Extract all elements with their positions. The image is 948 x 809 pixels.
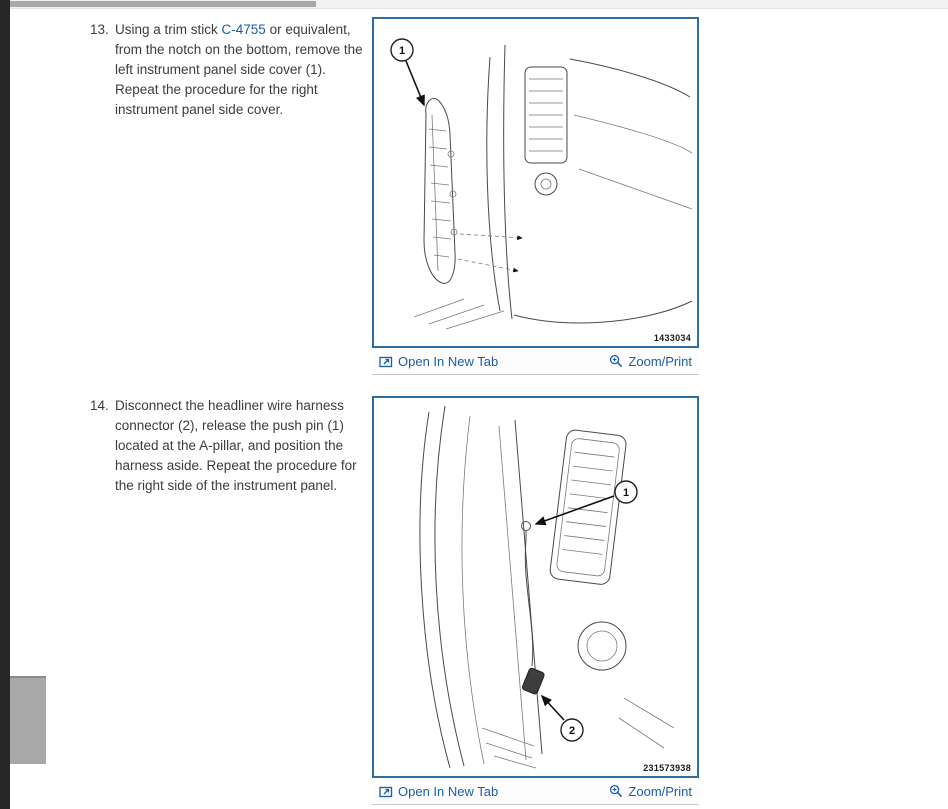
figure-1-zoom-print-label: Zoom/Print	[628, 353, 692, 369]
figure-2-zoom-print-label: Zoom/Print	[628, 783, 692, 799]
vertical-scrollbar-thumb[interactable]	[10, 676, 46, 764]
horizontal-scrollbar-thumb[interactable]	[10, 1, 316, 7]
open-in-new-tab-icon	[379, 785, 393, 798]
left-edge-bar	[0, 0, 10, 809]
figure-2-code: 231573938	[643, 763, 691, 773]
step-13	[90, 20, 372, 120]
step-13-number: 13.	[90, 22, 109, 37]
step-14	[90, 396, 374, 496]
step-14-text: Disconnect the headliner wire harness connector (2), release the push pin (1) located at the A-pillar, and position the harness aside. Repeat the procedure for the right side of the instrument panel.	[115, 398, 357, 493]
zoom-print-icon	[609, 354, 623, 368]
figure-2-zoom-print-link[interactable]	[609, 784, 692, 799]
figure-2-widget	[372, 396, 699, 805]
step-14-number: 14.	[90, 398, 109, 413]
figure-1-open-in-new-tab-link[interactable]	[379, 354, 498, 369]
figure-2-open-in-new-tab-label: Open In New Tab	[398, 783, 499, 799]
figure-1-widget	[372, 17, 699, 375]
open-in-new-tab-icon	[379, 355, 393, 368]
figure-2-image[interactable]	[372, 396, 699, 778]
figure-2-callout-1-label: 1	[622, 487, 630, 499]
tool-link-c4755[interactable]: C-4755	[221, 22, 266, 37]
figure-2-toolbar	[372, 778, 699, 805]
figure-2-drawing	[374, 398, 697, 772]
figure-1-drawing	[374, 19, 697, 342]
figure-1-zoom-print-link[interactable]	[609, 354, 692, 369]
step-13-text-part2: or equivalent, from the notch on the bottom, remove the left instrument panel side cover (1). Repeat the procedure for the right instrument panel side cover.	[115, 22, 363, 117]
figure-1-callout-1-label: 1	[398, 45, 406, 57]
figure-2-open-in-new-tab-link[interactable]	[379, 784, 498, 799]
figure-1-image[interactable]	[372, 17, 699, 348]
figure-1-open-in-new-tab-label: Open In New Tab	[398, 353, 499, 369]
horizontal-scrollbar[interactable]	[10, 0, 948, 9]
figure-1-code: 1433034	[653, 333, 691, 343]
step-13-text	[115, 20, 372, 120]
step-13-text-part1: Using a trim stick	[115, 22, 222, 37]
figure-2-callout-2-label: 2	[568, 725, 576, 737]
zoom-print-icon	[609, 784, 623, 798]
figure-1-toolbar	[372, 348, 699, 375]
